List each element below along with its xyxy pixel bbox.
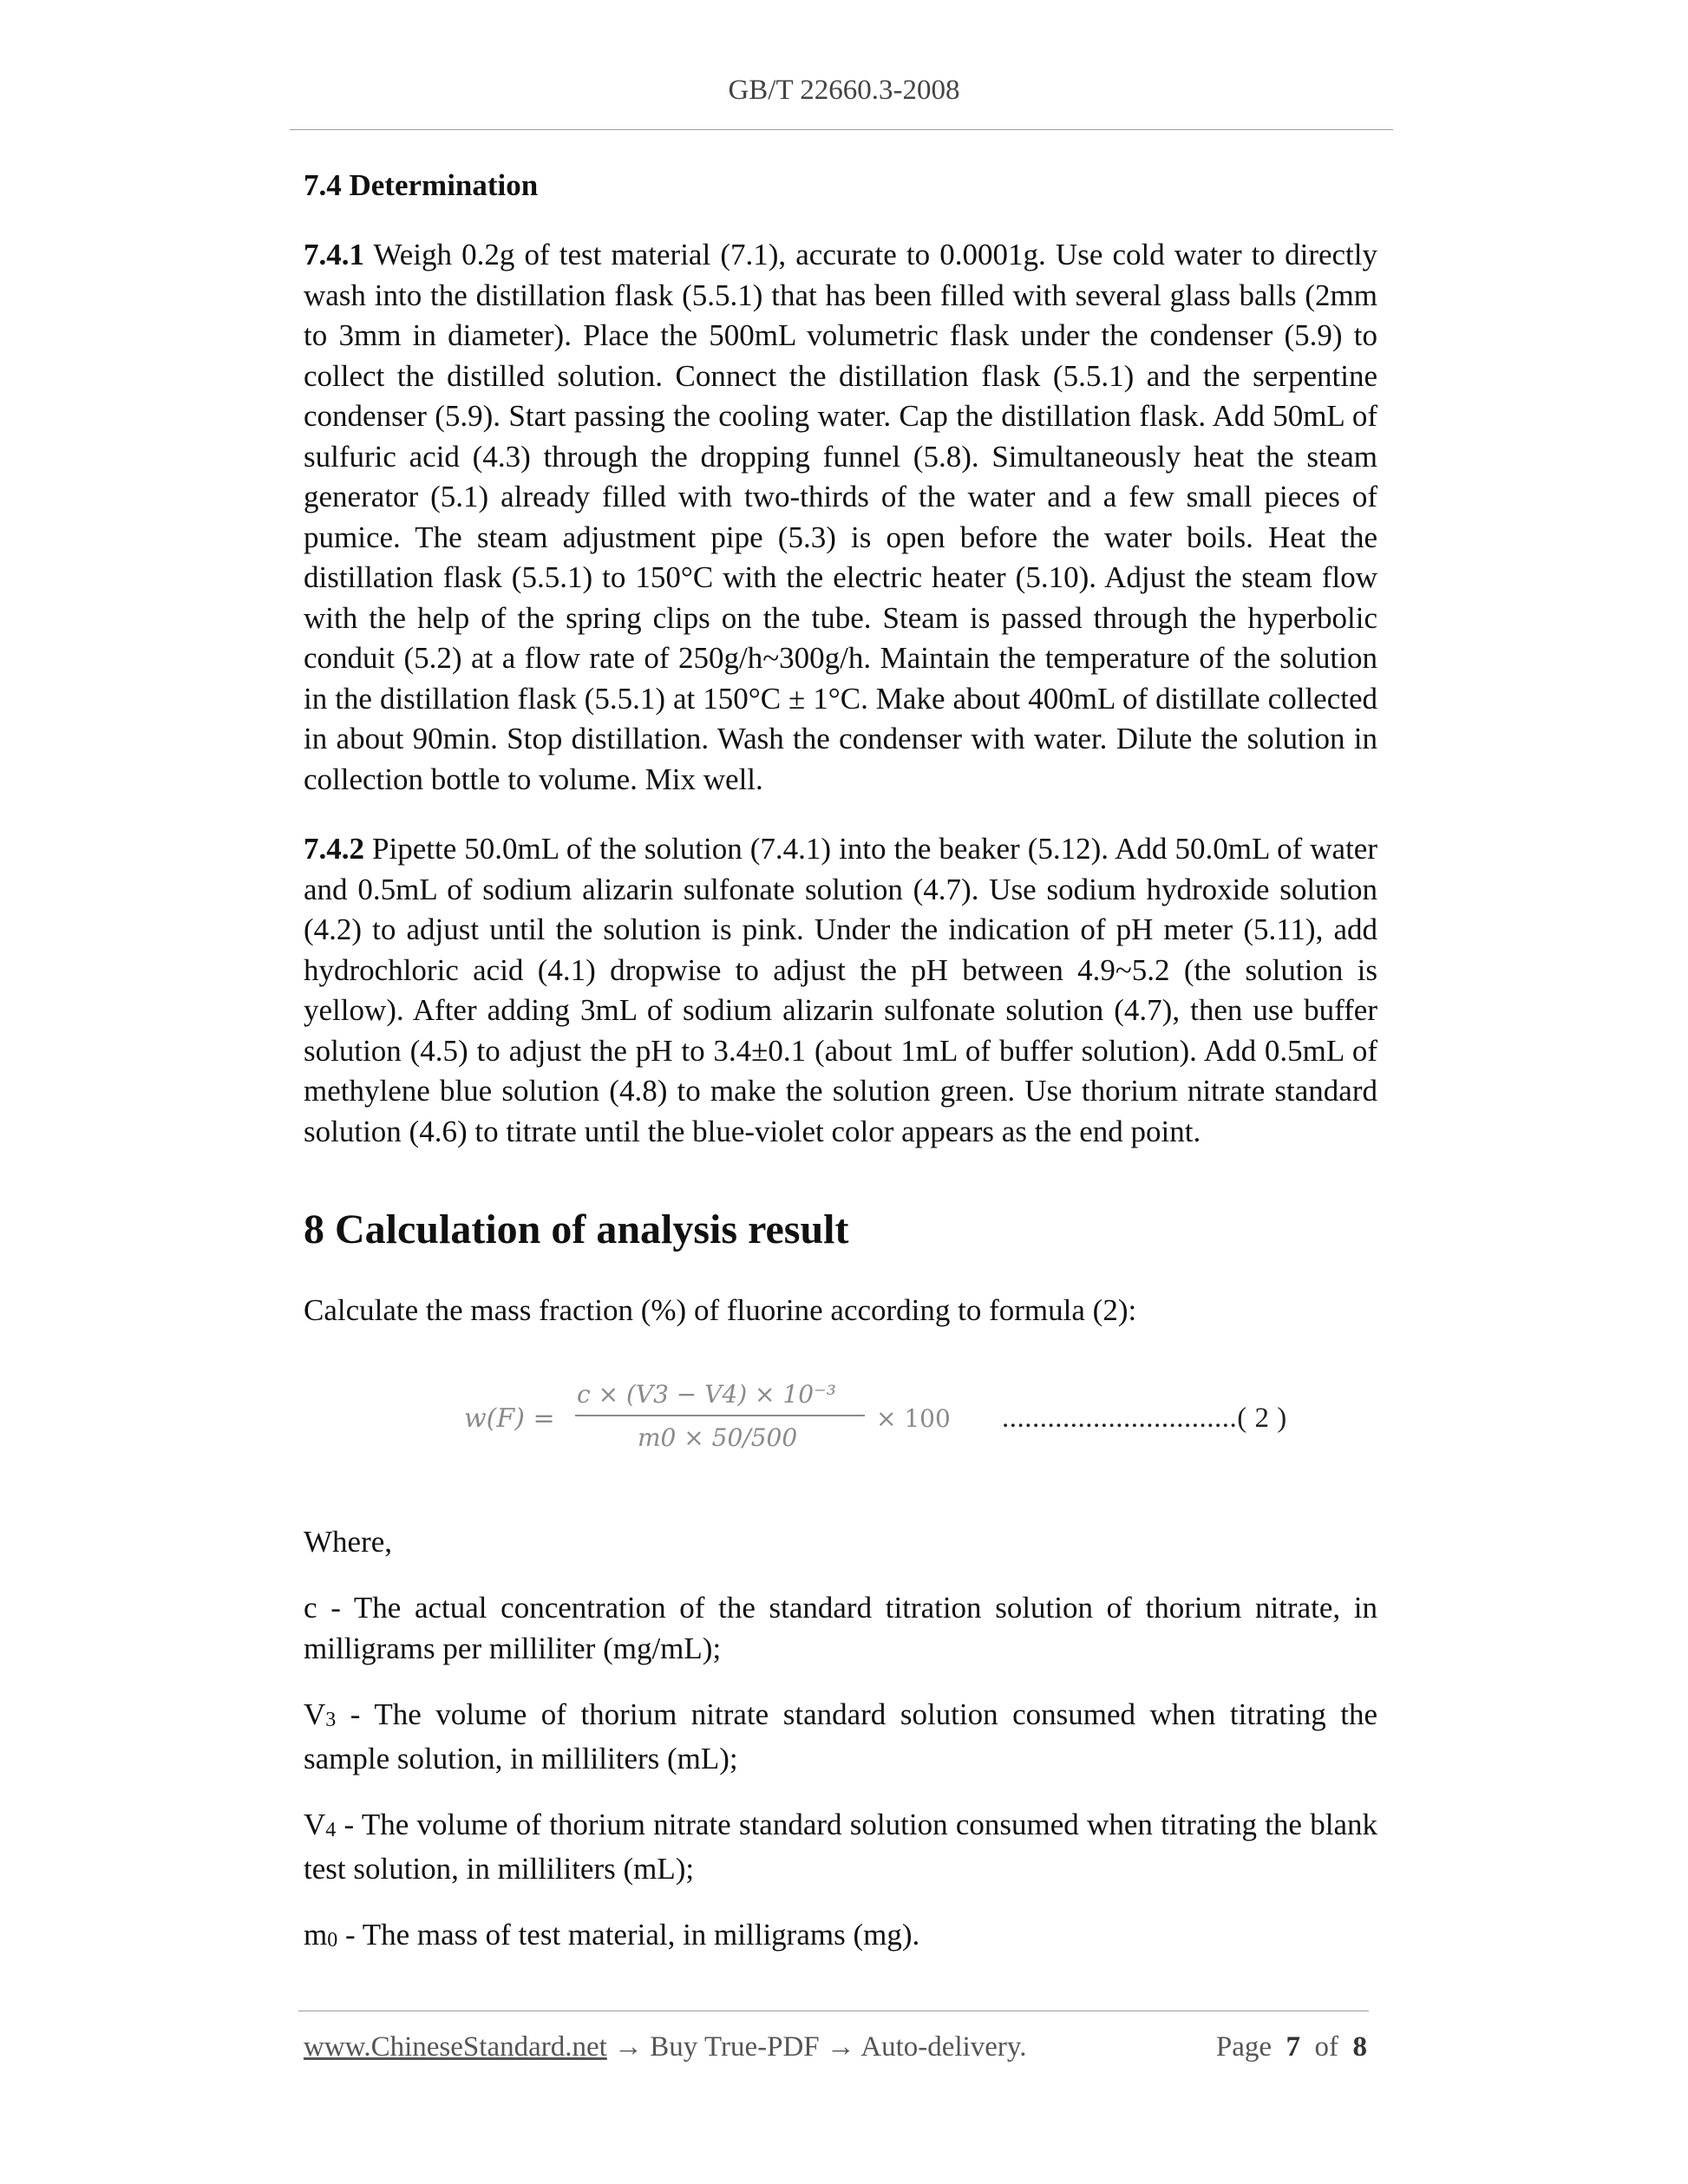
definition-subscript: 3 [325,1709,337,1731]
formula-2 [464,1376,1019,1472]
definition-text: - The volume of thorium nitrate standard solution consumed when titrating the sample solution, in milliliters (mL); [304,1697,1377,1775]
definition-m0 [304,1915,1377,1959]
page-word: Page [1215,2031,1272,2063]
page-header: GB/T 22660.3-2008 [728,75,960,106]
definition-symbol: V [304,1697,326,1731]
definition-subscript: 0 [327,1929,338,1952]
page-number [1214,2031,1367,2063]
definition-v4 [304,1805,1377,1889]
definition-text: - The actual concentration of the standard titration solution of thorium nitrate, in milligrams per milliliter (mg/mL); [304,1591,1377,1665]
of-word: of [1314,2031,1338,2063]
section-heading-8: 8 Calculation of analysis result [304,1206,849,1252]
definition-text: - The volume of thorium nitrate standard solution consumed when titrating the blank test solution, in milliliters (mL); [304,1808,1377,1886]
formula-lhs: w(F) = [464,1403,555,1434]
clause-text: Weigh 0.2g of test material (7.1), accurate to 0.0001g. Use cold water to directly wash into the distillation flask (5.5.1) that has been filled with several glass balls (2mm to 3mm in diameter). Place the 500mL volumetric flask under the condenser (5.9) to collect the distilled solution. Connect the distillation flask (5.5.1) and the serpentine condenser (5.9). Start passing the cooling water. Cap the distillation flask. Add 50mL of sulfuric acid (4.3) through the dropping funnel (5.8). Simultaneously heat the steam generator (5.1) already filled with two-thirds of the water and a few small pieces of pumice. The steam adjustment pipe (5.3) is open before the water boils. Heat the distillation flask (5.5.1) to 150°C with the electric heater (5.10). Adjust the steam flow with the help of the spring clips on the tube. Steam is passed through the hyperbolic conduit (5.2) at a flow rate of 250g/h~300g/h. Maintain the temperature of the solution in the distillation flask (5.5.1) at 150°C ± 1°C. Make about 400mL of distillate collected in about 90min. Stop distillation. Wash the condenser with water. Dilute the solution in collection bottle to volume. Mix well. [304,238,1377,796]
formula-block [304,1376,1377,1489]
leader-dots: ............................... [1002,1402,1238,1434]
current-page: 7 [1286,2031,1300,2063]
footer-suffix: → Buy True-PDF → Auto-delivery. [606,2031,1027,2063]
definition-v3 [304,1695,1377,1779]
footer-promo [304,2031,1027,2063]
formula-multiplier: × 100 [876,1403,951,1433]
definition-symbol: c [304,1591,317,1625]
total-pages: 8 [1352,2031,1367,2063]
where-label: Where, [304,1524,393,1559]
formula-numerator: c × (V3 − V4) × 10⁻³ [577,1379,837,1409]
paragraph-7-4-2 [304,829,1377,1152]
paragraph-7-4-1 [304,235,1377,800]
website-link[interactable]: www.ChineseStandard.net [304,2031,607,2063]
formula-number [1002,1403,1287,1435]
page-content [304,165,1377,1959]
clause-number: 7.4.1 [304,238,364,271]
definition-symbol: m [304,1918,328,1952]
definition-c [304,1588,1377,1669]
formula-denominator: m0 × 50/500 [638,1422,798,1452]
formula-graphic [464,1376,1019,1472]
definition-text: - The mass of test material, in milligrams (mg). [337,1918,920,1952]
formula-intro: Calculate the mass fraction (%) of fluorine according to formula (2): [304,1293,1137,1327]
header-divider [290,129,1393,130]
clause-text: Pipette 50.0mL of the solution (7.4.1) into the beaker (5.12). Add 50.0mL of water and 0.5mL of sodium alizarin sulfonate solution (4.7). Use sodium hydroxide solution (4.2) to adjust until the solution is pink. Under the indication of pH meter (5.11), add hydrochloric acid (4.1) dropwise to adjust the pH between 4.9~5.2 (the solution is yellow). After adding 3mL of sodium alizarin sulfonate solution (4.7), then use buffer solution (4.5) to adjust the pH to 3.4±0.1 (about 1mL of buffer solution). Add 0.5mL of methylene blue solution (4.8) to make the solution green. Use thorium nitrate standard solution (4.6) to titrate until the blue-violet color appears as the end point. [304,832,1377,1148]
definition-symbol: V [304,1808,326,1841]
clause-number: 7.4.2 [304,832,364,866]
definition-subscript: 4 [325,1819,337,1841]
equation-label: ( 2 ) [1237,1402,1287,1434]
section-heading-7-4: 7.4 Determination [304,168,539,202]
